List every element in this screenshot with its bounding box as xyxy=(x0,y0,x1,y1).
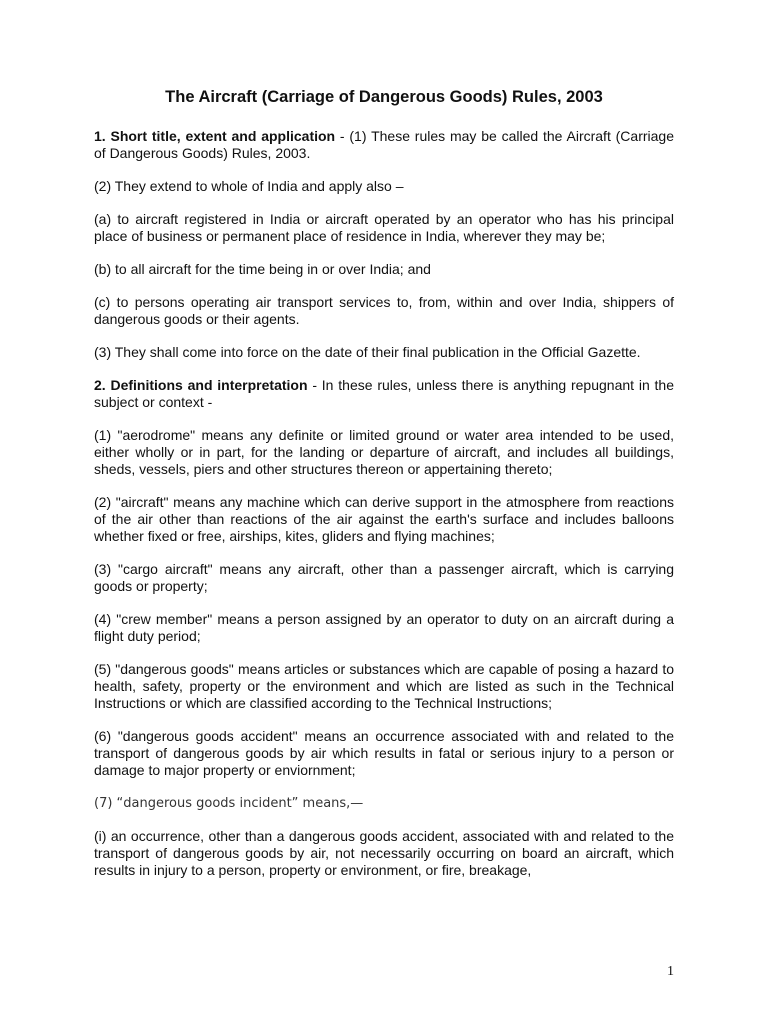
paragraph-10: (3) "cargo aircraft" means any aircraft, other than a passenger aircraft, which is carrying goods or property; xyxy=(94,561,674,594)
paragraph-text: - In these rules, unless there is anything repugnant in the subject or context - xyxy=(94,377,674,410)
paragraph-6: (3) They shall come into force on the date of their final publication in the Official Gazette. xyxy=(94,344,641,360)
paragraph-5: (c) to persons operating air transport services to, from, within and over India, shippers of dangerous goods or their agents. xyxy=(94,294,674,327)
section-heading-1: 1. Short title, extent and application xyxy=(94,128,336,144)
paragraph-14: (7) “dangerous goods incident” means,— xyxy=(94,796,364,811)
document-title: The Aircraft (Carriage of Dangerous Goods) Rules, 2003 xyxy=(165,88,603,106)
paragraph-9: (2) "aircraft" means any machine which can derive support in the atmosphere from reactions of the air other than reactions of the air against the earth's surface and includes balloons whether fixed or free, airships, kites, gliders and flying machines; xyxy=(94,494,674,544)
paragraph-3: (a) to aircraft registered in India or aircraft operated by an operator who has his principal place of business or permanent place of residence in India, wherever they may be; xyxy=(94,211,674,244)
document-page xyxy=(94,86,674,895)
paragraph-13: (6) "dangerous goods accident" means an occurrence associated with and related to the transport of dangerous goods by air which results in fatal or serious injury to a person or damage to major property or enviornment; xyxy=(94,728,674,778)
paragraph-12: (5) "dangerous goods" means articles or substances which are capable of posing a hazard to health, safety, property or the environment and which are listed as such in the Technical Instructions or which are classified according to the Technical Instructions; xyxy=(94,661,674,711)
section-heading-2: 2. Definitions and interpretation xyxy=(94,377,308,393)
paragraph-11: (4) "crew member" means a person assigned by an operator to duty on an aircraft during a flight duty period; xyxy=(94,611,674,644)
paragraph-4: (b) to all aircraft for the time being in or over India; and xyxy=(94,261,431,277)
page-number: 1 xyxy=(667,964,674,979)
paragraph-7 xyxy=(94,377,674,411)
paragraph-2: (2) They extend to whole of India and apply also – xyxy=(94,178,404,194)
paragraph-1 xyxy=(94,128,674,162)
paragraph-15: (i) an occurrence, other than a dangerous goods accident, associated with and related to the transport of dangerous goods by air, not necessarily occurring on board an aircraft, which results in injury to a person, property or environment, or fire, breakage, xyxy=(94,828,674,878)
paragraph-text: - (1) These rules may be called the Aircraft (Carriage of Dangerous Goods) Rules, 2003. xyxy=(94,128,674,161)
paragraph-8: (1) "aerodrome" means any definite or limited ground or water area intended to be used, either wholly or in part, for the landing or departure of aircraft, and includes all buildings, sheds, vessels, piers and other structures thereon or appertaining thereto; xyxy=(94,427,674,477)
